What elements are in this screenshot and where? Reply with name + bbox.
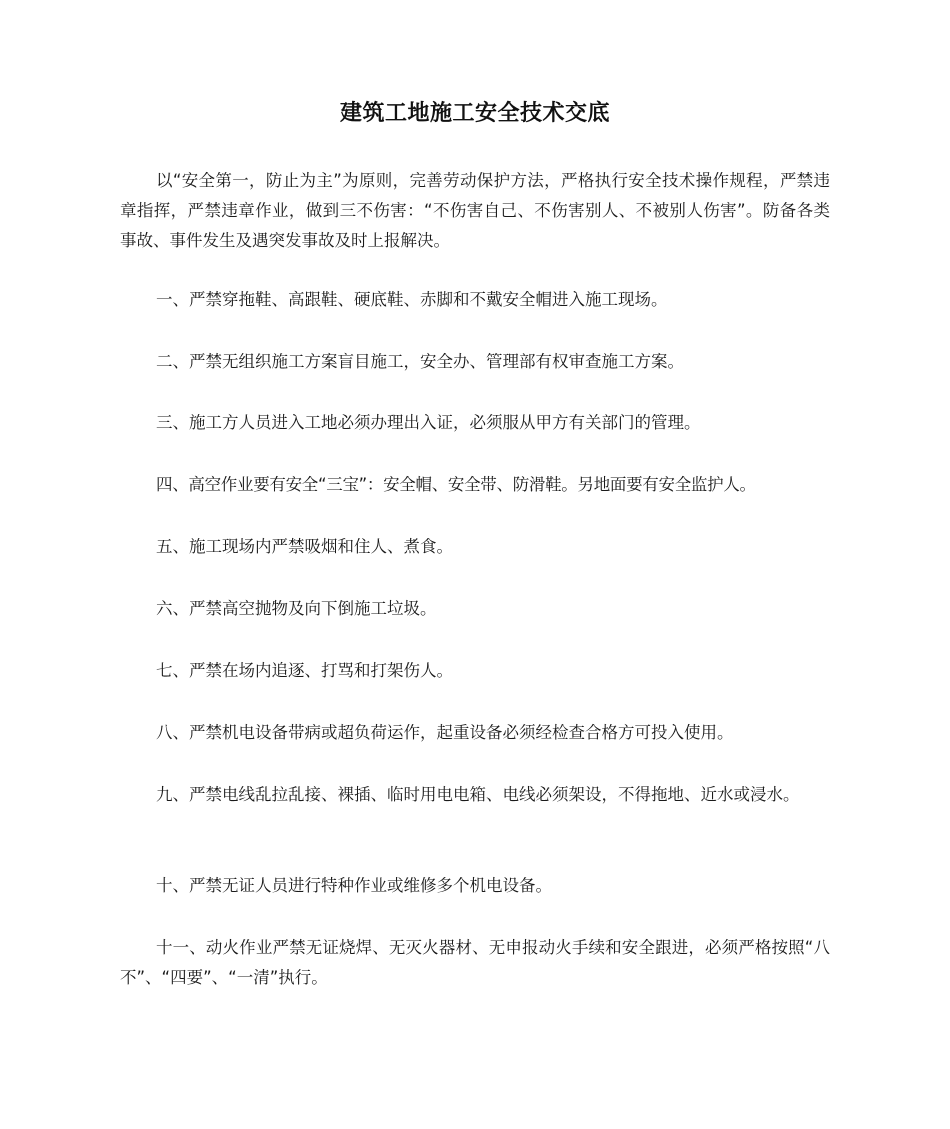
rule-item-4: 四、高空作业要有安全“三宝”：安全帽、安全带、防滑鞋。另地面要有安全监护人。: [156, 475, 756, 494]
rule-item-9: 九、严禁电线乱拉乱接、裸插、临时用电电箱、电线必须架设，不得拖地、近水或浸水。: [156, 785, 800, 804]
rule-item-2: 二、严禁无组织施工方案盲目施工，安全办、管理部有权审查施工方案。: [156, 352, 684, 371]
rule-item-1: 一、严禁穿拖鞋、高跟鞋、硬底鞋、赤脚和不戴安全帽进入施工现场。: [156, 290, 668, 309]
rule-item-6: 六、严禁高空抛物及向下倒施工垃圾。: [156, 599, 437, 618]
rule-item-8: 八、严禁机电设备带病或超负荷运作，起重设备必须经检查合格方可投入使用。: [156, 723, 734, 742]
rule-item-3: 三、施工方人员进入工地必须办理出入证，必须服从甲方有关部门的管理。: [156, 413, 701, 432]
rule-item-7: 七、严禁在场内追逐、打骂和打架伤人。: [156, 661, 453, 680]
document-title: 建筑工地施工安全技术交底: [339, 101, 610, 126]
intro-paragraph: 以“安全第一，防止为主”为原则，完善劳动保护方法，严格执行安全技术操作规程，严禁违章指挥，严禁违章作业，做到三不伤害：“不伤害自己、不伤害别人、不被别人伤害”。防备各类事故、事件发生及遇突发事故及时上报解决。: [120, 171, 830, 250]
rule-item-11: 十一、动火作业严禁无证烧焊、无灭火器材、无申报动火手续和安全跟进，必须严格按照“八不”、“四要”、“一清”执行。: [120, 938, 830, 987]
rule-item-10: 十、严禁无证人员进行特种作业或维修多个机电设备。: [156, 876, 552, 895]
rule-item-5: 五、施工现场内严禁吸烟和住人、煮食。: [156, 537, 453, 556]
